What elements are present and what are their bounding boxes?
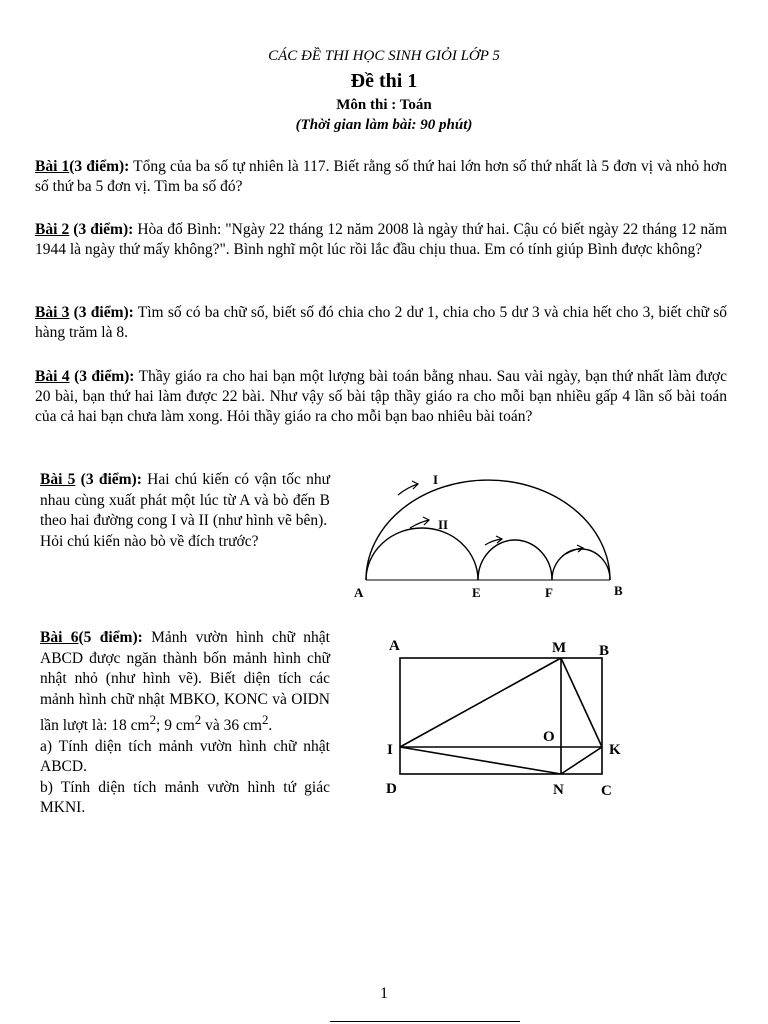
garden-rectangle-figure: [380, 632, 630, 807]
problem-1: [35, 157, 727, 197]
footer-rule: [330, 1021, 520, 1022]
problem-5-text: Hai chú kiến có vận tốc như nhau cùng xuất phát một lúc từ A và bò đến B theo hai đường cong I và II (như hình vẽ bên).: [40, 471, 330, 529]
problem-6-area-end: và 36 cm: [201, 717, 262, 735]
problem-1-points: (3 điểm):: [69, 158, 130, 175]
path-I-arc: [366, 480, 610, 580]
problem-3: [35, 303, 727, 343]
fig6-label-I: I: [387, 742, 393, 758]
problem-6-area-mid: ; 9 cm: [156, 717, 195, 735]
problem-4-heading: [35, 368, 134, 385]
fig5-label-II: II: [438, 517, 449, 532]
segment-KN: [561, 747, 602, 774]
fig5-label-I: I: [433, 472, 439, 487]
path-II-arc-3: [552, 549, 610, 580]
problem-3-points: (3 điểm):: [69, 304, 134, 321]
problem-6-text: Mảnh vườn hình chữ nhật ABCD được ngăn thành bốn mảnh hình chữ nhật nhỏ (như hình vẽ). Biết diện tích các mảnh hình chữ nhật MBKO, KONC và OIDN lần lượt là: 18 cm: [40, 629, 330, 735]
fig6-label-O: O: [543, 729, 555, 745]
problem-6-area-tail: .: [268, 717, 273, 735]
problem-2-heading: [35, 221, 133, 238]
problem-5: [40, 470, 330, 552]
fig6-label-M: M: [552, 640, 567, 656]
problem-2: [35, 220, 727, 260]
arrow-II-3-icon: [566, 548, 583, 554]
problem-6-heading: [40, 629, 143, 646]
problem-3-heading: [35, 304, 134, 321]
path-II-arc-1: [366, 528, 478, 580]
fig6-label-C: C: [601, 783, 612, 799]
problem-3-text: Tìm số có ba chữ số, biết số đó chia cho 2 dư 1, chia cho 5 dư 3 và chia hết cho 3, biết chữ số hàng trăm là 8.: [35, 304, 728, 341]
path-II-arc-2: [478, 540, 552, 580]
arrow-II-1-icon: [410, 520, 429, 528]
problem-6-label: Bài 6: [40, 629, 79, 646]
problem-4-points: (3 điểm):: [69, 368, 135, 385]
fig5-label-E: E: [472, 585, 481, 600]
superscript-2: 2: [261, 712, 269, 727]
fig5-label-B: B: [614, 583, 623, 598]
problem-2-label: Bài 2: [35, 221, 70, 238]
segment-IM: [400, 658, 561, 747]
arrow-I-icon: [398, 484, 418, 495]
problem-1-heading: [35, 158, 129, 175]
ant-paths-figure: [352, 465, 632, 605]
problem-5-points: (3 điểm):: [75, 471, 142, 488]
fig6-label-A: A: [389, 638, 400, 654]
problem-5-heading: [40, 471, 142, 488]
fig5-label-F: F: [545, 585, 553, 600]
fig6-label-B: B: [599, 643, 610, 659]
problem-4: [35, 367, 727, 427]
problem-2-text: Hòa đố Bình: "Ngày 22 tháng 12 năm 2008 là ngày thứ hai. Cậu có biết ngày 22 tháng 12 năm 1944 là ngày thứ mấy không?". Bình nghĩ một lúc rồi lắc đầu chịu thua. Em có tính giúp Bình được không?: [35, 221, 727, 258]
exam-subject: Môn thi : Toán: [336, 97, 432, 113]
fig5-label-A: A: [354, 585, 364, 600]
fig6-label-N: N: [553, 782, 564, 798]
problem-6-points: (5 điểm):: [78, 629, 143, 646]
problem-1-text: Tổng của ba số tự nhiên là 117. Biết rằng số thứ hai lớn hơn số thứ nhất là 5 đơn vị và nhỏ hơn số thứ ba 5 đơn vị. Tìm ba số đó?: [35, 158, 727, 195]
superscript-2: 2: [194, 712, 202, 727]
segment-NI: [400, 747, 561, 774]
fig6-label-K: K: [609, 742, 621, 758]
exam-title: Đề thi 1: [350, 70, 418, 92]
problem-6-part-a: a) Tính diện tích mảnh vườn hình chữ nhật ABCD.: [40, 737, 330, 776]
problem-6: [40, 628, 330, 819]
problem-5-label: Bài 5: [40, 471, 76, 488]
rectangle-ABCD: [400, 658, 602, 774]
exam-time-limit: (Thời gian làm bài: 90 phút): [295, 117, 473, 133]
problem-6-part-b: b) Tính diện tích mảnh vườn hình tứ giác MKNI.: [40, 778, 330, 817]
exam-series-title: CÁC ĐỀ THI HỌC SINH GIỎI LỚP 5: [268, 48, 500, 64]
segment-MK: [561, 658, 602, 747]
fig6-label-D: D: [386, 781, 397, 797]
page-number: 1: [380, 985, 388, 1002]
problem-2-points: (3 điểm):: [69, 221, 134, 238]
problem-4-label: Bài 4: [35, 368, 70, 385]
problem-5-question: Hỏi chú kiến nào bò về đích trước?: [40, 532, 259, 550]
problem-1-label: Bài 1: [35, 158, 70, 175]
problem-4-text: Thầy giáo ra cho hai bạn một lượng bài toán bằng nhau. Sau vài ngày, bạn thứ nhất làm được 20 bài, bạn thứ hai làm được 22 bài. Như vậy số bài tập thầy giáo ra cho mỗi bạn nhiều gấp 4 lần số bài toán của cả hai bạn chưa làm xong. Hỏi thầy giáo ra cho mỗi bạn bao nhiêu bài toán?: [35, 368, 728, 425]
problem-3-label: Bài 3: [35, 304, 70, 321]
superscript-2: 2: [149, 712, 157, 727]
